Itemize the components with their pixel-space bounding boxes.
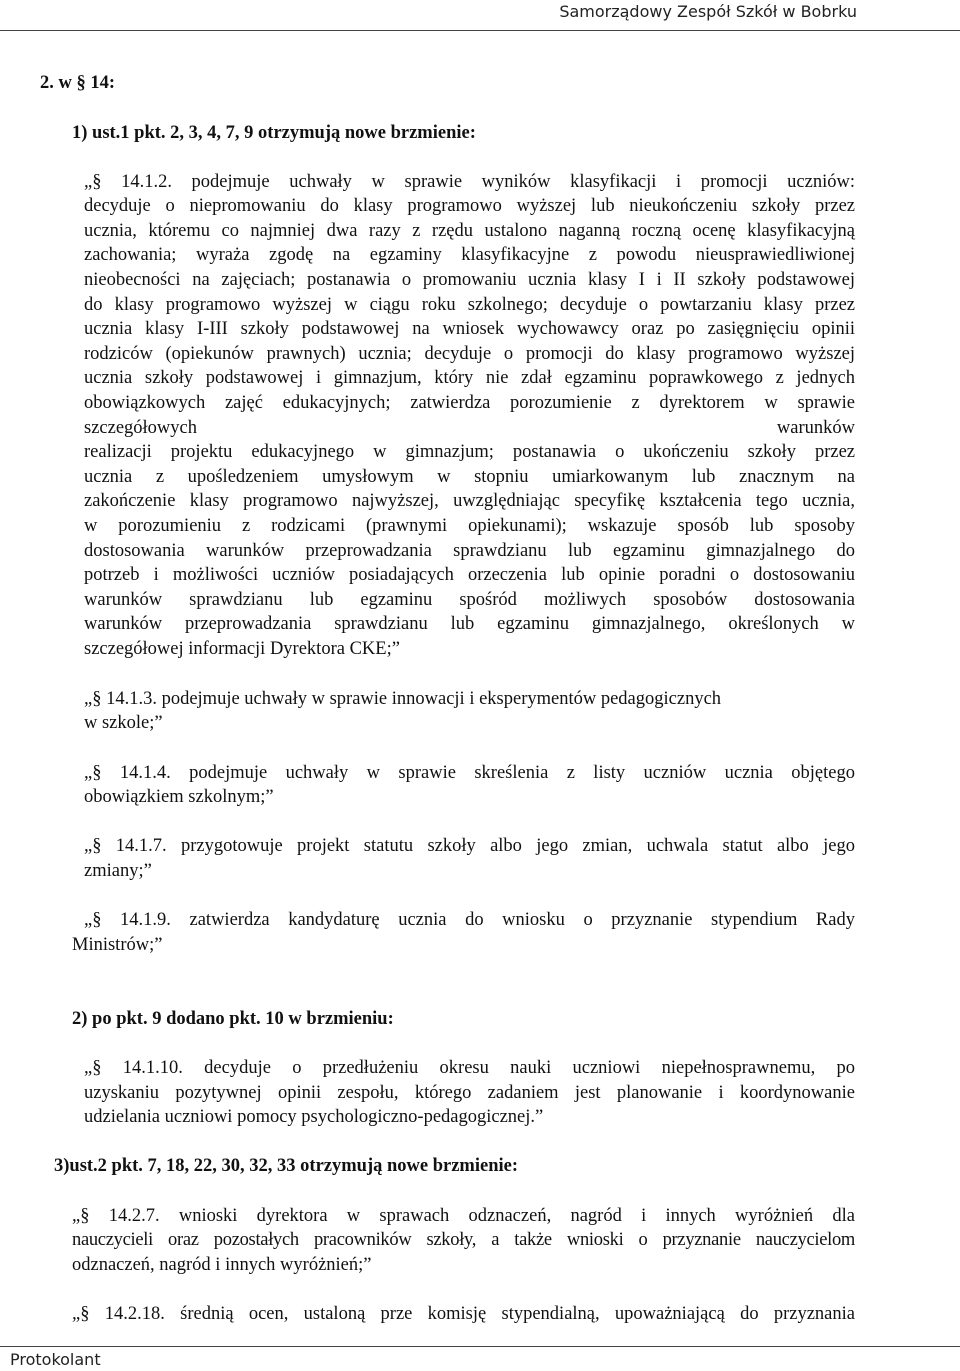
text-line: odznaczeń, nagród i innych wyróżnień;” xyxy=(72,1255,372,1275)
list-item-2: 2) po pkt. 9 dodano pkt. 10 w brzmieniu: xyxy=(72,1009,394,1029)
text-line: zmiany;” xyxy=(84,861,152,881)
text-line: do klasy programowo wyższej w ciągu roku szkolnego; decyduje o powtarzaniu klasy przez xyxy=(84,295,855,315)
text-line: warunków sprawdzianu lub egzaminu spośród możliwych sposobów dostosowania xyxy=(84,590,855,610)
text-line: obowiązkiem szkolnym;” xyxy=(84,787,274,807)
text-line: „§ 14.1.7. przygotowuje projekt statutu szkoły albo jego zmian, uchwala statut albo jego xyxy=(84,836,855,856)
text-line: szczegółowej informacji Dyrektora CKE;” xyxy=(84,639,400,659)
page-footer: Protokolant xyxy=(10,1350,101,1369)
text-line: nieobecności na zajęciach; postanawia o promowaniu ucznia klasy I i II szkoły podstawowej xyxy=(84,270,855,290)
text-line: potrzeb i możliwości uczniów posiadających orzeczenia lub opinie poradni o dostosowaniu xyxy=(84,565,855,585)
footer-divider xyxy=(0,1346,960,1347)
list-item-3: 3)ust.2 pkt. 7, 18, 22, 30, 32, 33 otrzymują nowe brzmienie: xyxy=(54,1156,518,1176)
page-header: Samorządowy Zespół Szkół w Bobrku xyxy=(559,2,857,21)
text-line: warunków przeprowadzania sprawdzianu lub egzaminu gimnazjalnego, określonych w xyxy=(84,614,855,634)
text-line: zakończenie klasy programowo najwyższej, uwzględniając specyfikę kształcenia tego ucznia, xyxy=(84,491,855,511)
text-line: dostosowania warunków przeprowadzania sprawdzianu lub egzaminu gimnazjalnego do xyxy=(84,541,855,561)
text-line: realizacji projektu edukacyjnego w gimnazjum; postanawia o ukończeniu szkoły przez xyxy=(84,442,855,462)
text-line: „§ 14.1.10. decyduje o przedłużeniu okresu nauki uczniowi niepełnosprawnemu, po xyxy=(84,1058,855,1078)
list-item-1: 1) ust.1 pkt. 2, 3, 4, 7, 9 otrzymują nowe brzmienie: xyxy=(72,123,476,143)
text-line: nauczycieli oraz pozostałych pracowników szkoły, a także wnioski o przyznanie nauczycielom xyxy=(72,1230,855,1250)
text-line: udzielania uczniowi pomocy psychologiczno-pedagogicznej.” xyxy=(84,1107,544,1127)
text-line: „§ 14.1.9. zatwierdza kandydaturę ucznia do wniosku o przyznanie stypendium Rady xyxy=(84,910,855,930)
text-line: „§ 14.2.18. średnią ocen, ustaloną prze komisję stypendialną, upoważniającą do przyznania xyxy=(72,1304,855,1324)
text-line: zachowania; wyraża zgodę na egzaminy klasyfikacyjne z powodu nieusprawiedliwionej xyxy=(84,245,855,265)
text-line: obowiązkowych zajęć edukacyjnych; zatwierdza porozumienie z dyrektorem w sprawie xyxy=(84,393,855,413)
header-divider xyxy=(0,30,960,31)
text-line: ucznia szkoły podstawowej i gimnazjum, który nie zdał egzaminu poprawkowego z jednych xyxy=(84,368,855,388)
text-line: w porozumieniu z rodzicami (prawnymi opiekunami); wskazuje sposób lub sposoby xyxy=(84,516,855,536)
text-line: uzyskaniu pozytywnej opinii zespołu, którego zadaniem jest planowanie i koordynowanie xyxy=(84,1083,855,1103)
text-line: ucznia, któremu co najmniej dwa razy z rzędu ustalono naganną roczną ocenę klasyfikacyjną xyxy=(84,221,855,241)
text-line: „§ 14.1.2. podejmuje uchwały w sprawie wyników klasyfikacji i promocji uczniów: xyxy=(84,172,855,192)
text-line: ucznia klasy I-III szkoły podstawowej na wniosek wychowawcy oraz po zasięgnięciu opinii xyxy=(84,319,855,339)
section-heading-2: 2. w § 14: xyxy=(40,73,116,93)
text-line: „§ 14.2.7. wnioski dyrektora w sprawach odznaczeń, nagród i innych wyróżnień dla xyxy=(72,1206,855,1226)
text-line: decyduje o niepromowaniu do klasy programowo wyższej lub nieukończeniu szkoły przez xyxy=(84,196,855,216)
text-line: w szkole;” xyxy=(84,713,163,733)
text-line: szczegółowych warunków xyxy=(84,418,855,438)
text-line: ucznia z upośledzeniem umysłowym w stopniu umiarkowanym lub znacznym na xyxy=(84,467,855,487)
text-line: „§ 14.1.3. podejmuje uchwały w sprawie innowacji i eksperymentów pedagogicznych xyxy=(84,689,722,709)
text-line: Ministrów;” xyxy=(72,935,163,955)
text-line: rodziców (opiekunów prawnych) ucznia; decyduje o promocji do klasy programowo wyższej xyxy=(84,344,855,364)
text-line: „§ 14.1.4. podejmuje uchwały w sprawie skreślenia z listy uczniów ucznia objętego xyxy=(84,763,855,783)
